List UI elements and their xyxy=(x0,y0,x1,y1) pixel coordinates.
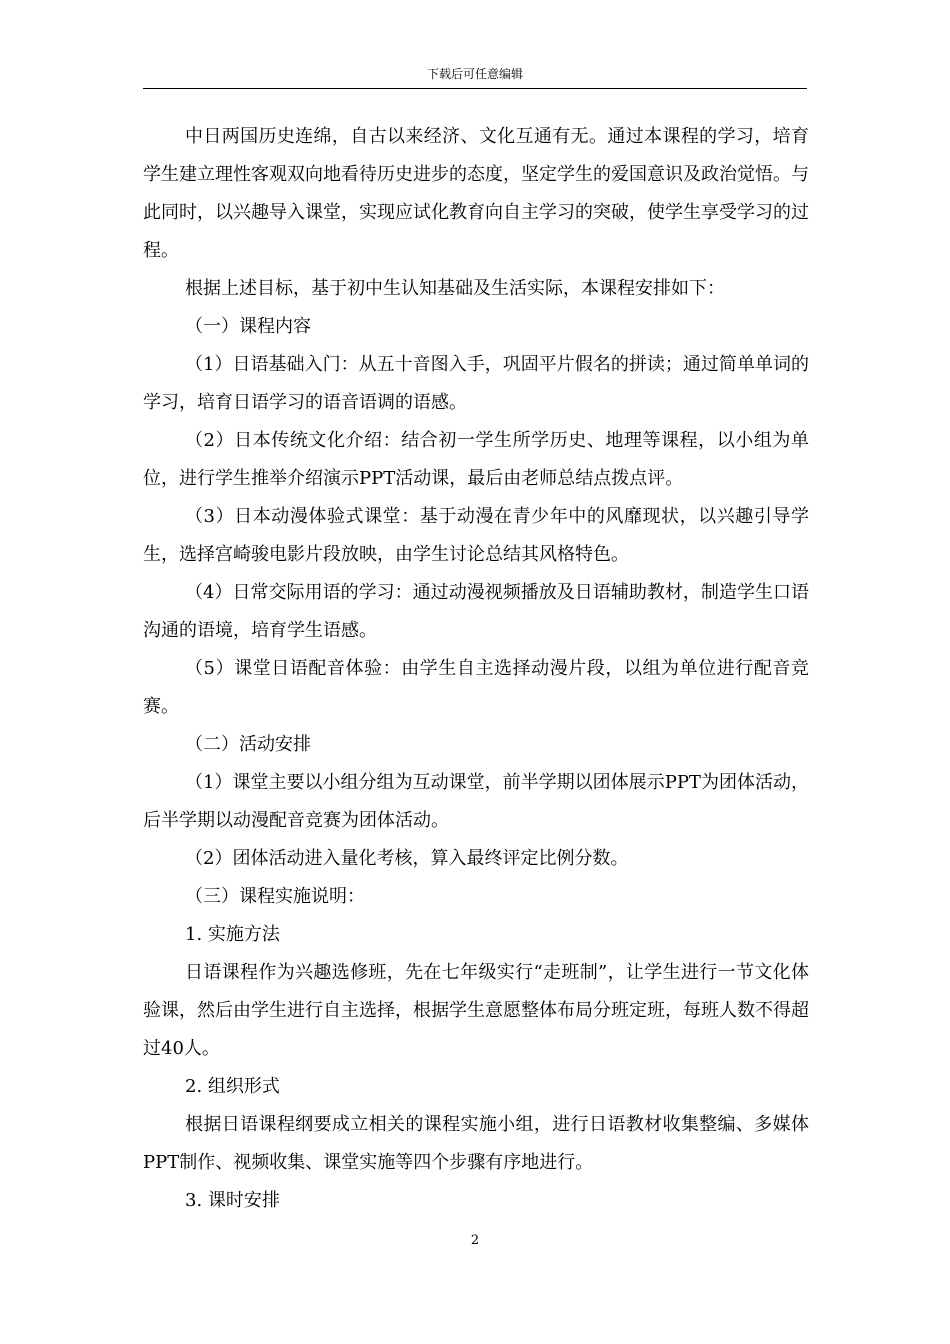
paragraph-arrangement: 根据上述目标，基于初中生认知基础及生活实际，本课程安排如下： xyxy=(185,278,725,299)
paragraph-organization: 根据日语课程纲要成立相关的课程实施小组，进行日语教材收集整编、多媒体PPT制作、视频收集、课堂实施等四个步骤有序地进行。 xyxy=(143,1114,809,1173)
section-heading-implementation: （三）课程实施说明： xyxy=(185,886,365,907)
section-heading-course-content: （一）课程内容 xyxy=(185,316,311,337)
list-item-traditional-culture: （2）日本传统文化介绍：结合初一学生所学历史、地理等课程，以小组为单位，进行学生推举介绍演示PPT活动课，最后由老师总结点拨点评。 xyxy=(143,430,809,489)
section-heading-activity-arrangement: （二）活动安排 xyxy=(185,734,311,755)
subheading-organization: 2. 组织形式 xyxy=(185,1076,280,1097)
paragraph-intro: 中日两国历史连绵，自古以来经济、文化互通有无。通过本课程的学习，培育学生建立理性客观双向地看待历史进步的态度，坚定学生的爱国意识及政治觉悟。与此同时，以兴趣导入课堂，实现应试化教育向自主学习的突破，使学生享受学习的过程。 xyxy=(143,126,809,261)
header-rule xyxy=(143,88,807,89)
list-item-group-classroom: （1）课堂主要以小组分组为互动课堂，前半学期以团体展示PPT为团体活动，后半学期以动漫配音竞赛为团体活动。 xyxy=(143,772,809,831)
subheading-method: 1. 实施方法 xyxy=(185,924,280,945)
list-item-japanese-basics: （1）日语基础入门：从五十音图入手，巩固平片假名的拼读；通过简单单词的学习，培育日语学习的语音语调的语感。 xyxy=(143,354,809,413)
paragraph-method: 日语课程作为兴趣选修班，先在七年级实行“走班制”，让学生进行一节文化体验课，然后由学生进行自主选择，根据学生意愿整体布局分班定班，每班人数不得超过40人。 xyxy=(143,962,809,1059)
document-body xyxy=(143,118,809,1220)
list-item-dubbing: （5）课堂日语配音体验：由学生自主选择动漫片段，以组为单位进行配音竞赛。 xyxy=(143,658,809,717)
page-number: 2 xyxy=(470,1233,480,1248)
page-header: 下载后可任意编辑 xyxy=(426,67,523,81)
list-item-assessment: （2）团体活动进入量化考核，算入最终评定比例分数。 xyxy=(185,848,629,869)
list-item-anime-classroom: （3）日本动漫体验式课堂：基于动漫在青少年中的风靡现状，以兴趣引导学生，选择宫崎骏电影片段放映，由学生讨论总结其风格特色。 xyxy=(143,506,809,565)
subheading-schedule: 3. 课时安排 xyxy=(185,1190,280,1211)
list-item-daily-phrases: （4）日常交际用语的学习：通过动漫视频播放及日语辅助教材，制造学生口语沟通的语境，培育学生语感。 xyxy=(143,582,809,641)
